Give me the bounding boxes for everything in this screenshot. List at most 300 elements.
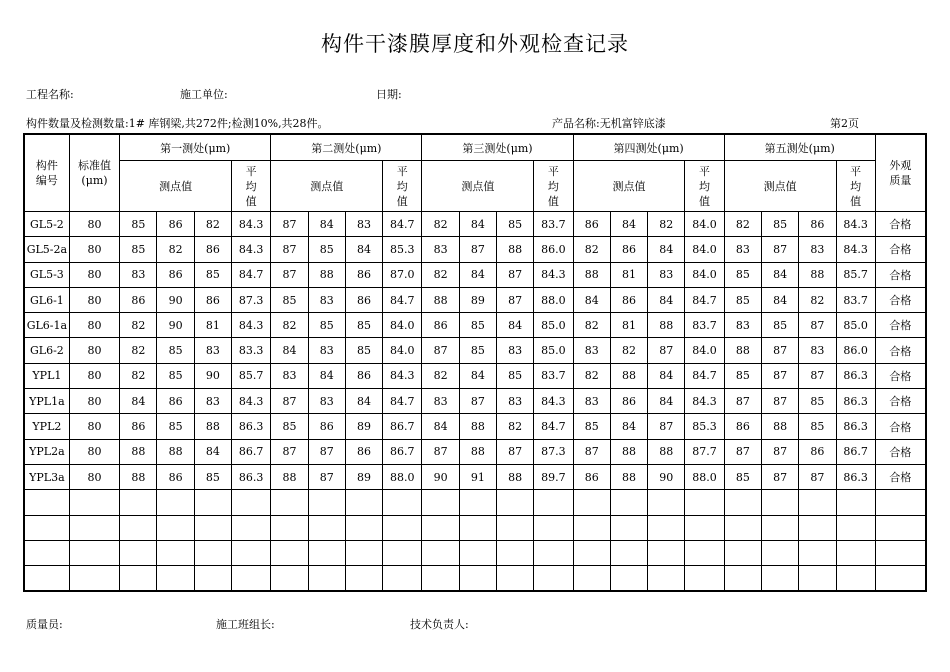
measure-point-cell: 87 xyxy=(496,262,533,287)
empty-cell xyxy=(761,566,798,592)
empty-cell xyxy=(69,490,119,515)
empty-cell xyxy=(761,540,798,565)
member-id-cell: YPL1a xyxy=(24,389,69,414)
empty-cell xyxy=(308,566,345,592)
header-standard-value-line: (μm) xyxy=(81,174,108,187)
empty-cell xyxy=(496,490,533,515)
measure-point-cell: 88 xyxy=(610,363,647,388)
header-measure-group-4: 第四测处(μm) xyxy=(573,134,724,161)
measure-point-cell: 88 xyxy=(157,439,194,464)
average-value-cell: 87.0 xyxy=(383,262,422,287)
average-value-cell: 84.3 xyxy=(232,212,271,237)
average-value-cell: 84.3 xyxy=(534,262,573,287)
measure-point-cell: 88 xyxy=(799,262,836,287)
header-average-4-line: 值 xyxy=(699,194,711,208)
measure-point-cell: 84 xyxy=(345,237,382,262)
empty-cell xyxy=(836,566,875,592)
measure-point-cell: 87 xyxy=(724,439,761,464)
measure-point-cell: 86 xyxy=(194,237,231,262)
measure-point-cell: 85 xyxy=(194,464,231,489)
measure-point-cell: 87 xyxy=(761,338,798,363)
measure-point-cell: 85 xyxy=(761,212,798,237)
measure-point-cell: 85 xyxy=(308,237,345,262)
measure-point-cell: 88 xyxy=(194,414,231,439)
header-average-5 xyxy=(836,161,875,212)
member-id-cell: GL5-2a xyxy=(24,237,69,262)
table-row xyxy=(24,237,926,262)
average-value-cell: 84.7 xyxy=(685,287,724,312)
empty-cell xyxy=(648,515,685,540)
measure-point-cell: 88 xyxy=(761,414,798,439)
header-average-5-line: 均 xyxy=(850,179,862,193)
header-member-id-line: 编号 xyxy=(35,174,58,187)
appearance-quality-cell: 合格 xyxy=(875,237,926,262)
standard-value-cell: 80 xyxy=(69,363,119,388)
measure-point-cell: 84 xyxy=(308,212,345,237)
measure-point-cell: 85 xyxy=(271,287,308,312)
measure-point-cell: 82 xyxy=(120,313,157,338)
header-average-5-line: 平 xyxy=(850,164,862,178)
measure-point-cell: 87 xyxy=(271,212,308,237)
average-value-cell: 84.3 xyxy=(534,389,573,414)
empty-cell xyxy=(308,490,345,515)
page-title: 构件干漆膜厚度和外观检查记录 xyxy=(321,32,629,56)
measure-point-cell: 87 xyxy=(459,389,496,414)
measure-point-cell: 84 xyxy=(761,287,798,312)
measure-point-cell: 88 xyxy=(648,313,685,338)
empty-cell xyxy=(685,566,724,592)
empty-cell xyxy=(685,490,724,515)
header-average-4-line: 平 xyxy=(699,164,711,178)
measure-point-cell: 87 xyxy=(271,439,308,464)
member-id-cell: GL5-2 xyxy=(24,212,69,237)
average-value-cell: 84.0 xyxy=(685,338,724,363)
average-value-cell: 86.7 xyxy=(383,414,422,439)
empty-cell xyxy=(308,540,345,565)
empty-cell xyxy=(573,540,610,565)
empty-cell xyxy=(194,515,231,540)
empty-cell xyxy=(345,540,382,565)
member-id-cell: GL6-1a xyxy=(24,313,69,338)
measure-point-cell: 84 xyxy=(496,313,533,338)
measure-point-cell: 88 xyxy=(648,439,685,464)
measure-point-cell: 82 xyxy=(422,363,459,388)
average-value-cell: 83.7 xyxy=(685,313,724,338)
measure-point-cell: 84 xyxy=(459,363,496,388)
header-average-3-line: 平 xyxy=(547,164,559,178)
standard-value-cell: 80 xyxy=(69,262,119,287)
empty-table-row xyxy=(24,490,926,515)
empty-cell xyxy=(24,490,69,515)
header-average-5-line: 值 xyxy=(850,194,862,208)
empty-cell xyxy=(232,490,271,515)
measure-point-cell: 83 xyxy=(799,338,836,363)
appearance-quality-cell: 合格 xyxy=(875,287,926,312)
measure-point-cell: 88 xyxy=(459,414,496,439)
measure-point-cell: 87 xyxy=(761,363,798,388)
member-id-cell: YPL3a xyxy=(24,464,69,489)
empty-cell xyxy=(345,515,382,540)
measure-point-cell: 83 xyxy=(648,262,685,287)
average-value-cell: 84.0 xyxy=(685,262,724,287)
header-average-3 xyxy=(534,161,573,212)
measure-point-cell: 83 xyxy=(345,212,382,237)
empty-cell xyxy=(69,566,119,592)
measure-point-cell: 84 xyxy=(648,237,685,262)
empty-cell xyxy=(724,540,761,565)
empty-cell xyxy=(534,566,573,592)
empty-cell xyxy=(69,515,119,540)
appearance-quality-cell: 合格 xyxy=(875,262,926,287)
empty-cell xyxy=(24,515,69,540)
average-value-cell: 86.3 xyxy=(836,464,875,489)
measure-point-cell: 88 xyxy=(271,464,308,489)
header-measure-points-4: 测点值 xyxy=(573,161,685,212)
empty-cell xyxy=(875,490,926,515)
header-average-4-line: 均 xyxy=(699,179,711,193)
measure-point-cell: 83 xyxy=(308,287,345,312)
measure-point-cell: 87 xyxy=(648,338,685,363)
header-average-1-line: 均 xyxy=(245,179,257,193)
measure-point-cell: 86 xyxy=(157,389,194,414)
member-id-cell: GL6-2 xyxy=(24,338,69,363)
empty-cell xyxy=(232,515,271,540)
measure-point-cell: 83 xyxy=(573,389,610,414)
measure-point-cell: 86 xyxy=(345,262,382,287)
measure-point-cell: 91 xyxy=(459,464,496,489)
measure-point-cell: 86 xyxy=(610,287,647,312)
table-row xyxy=(24,338,926,363)
average-value-cell: 84.3 xyxy=(685,389,724,414)
measure-point-cell: 82 xyxy=(120,338,157,363)
measure-point-cell: 84 xyxy=(194,439,231,464)
average-value-cell: 84.7 xyxy=(383,287,422,312)
measure-point-cell: 87 xyxy=(799,464,836,489)
appearance-quality-cell: 合格 xyxy=(875,212,926,237)
header-measure-group-2: 第二测处(μm) xyxy=(271,134,422,161)
measure-point-cell: 87 xyxy=(761,237,798,262)
standard-value-cell: 80 xyxy=(69,414,119,439)
table-row xyxy=(24,363,926,388)
average-value-cell: 85.3 xyxy=(685,414,724,439)
average-value-cell: 87.3 xyxy=(232,287,271,312)
average-value-cell: 84.3 xyxy=(232,237,271,262)
empty-cell xyxy=(345,490,382,515)
measure-point-cell: 82 xyxy=(496,414,533,439)
measure-point-cell: 81 xyxy=(610,262,647,287)
empty-cell xyxy=(157,515,194,540)
header-measure-group-5: 第五测处(μm) xyxy=(724,134,875,161)
measure-point-cell: 88 xyxy=(573,262,610,287)
average-value-cell: 84.0 xyxy=(383,338,422,363)
empty-cell xyxy=(724,515,761,540)
average-value-cell: 85.0 xyxy=(534,338,573,363)
empty-cell xyxy=(724,566,761,592)
measure-point-cell: 81 xyxy=(610,313,647,338)
inspection-table xyxy=(23,133,927,592)
empty-cell xyxy=(799,566,836,592)
construction-unit-label: 施工单位: xyxy=(180,88,228,101)
empty-cell xyxy=(120,490,157,515)
measure-point-cell: 82 xyxy=(648,212,685,237)
product-name-text: 产品名称:无机富锌底漆 xyxy=(552,117,666,130)
header-average-1-line: 值 xyxy=(245,194,257,208)
measure-point-cell: 87 xyxy=(761,439,798,464)
measure-point-cell: 83 xyxy=(724,237,761,262)
table-row xyxy=(24,464,926,489)
empty-cell xyxy=(685,515,724,540)
header-average-3-line: 均 xyxy=(547,179,559,193)
measure-point-cell: 85 xyxy=(573,414,610,439)
standard-value-cell: 80 xyxy=(69,212,119,237)
measure-point-cell: 84 xyxy=(610,414,647,439)
standard-value-cell: 80 xyxy=(69,439,119,464)
measure-point-cell: 85 xyxy=(724,262,761,287)
average-value-cell: 86.3 xyxy=(232,414,271,439)
appearance-quality-cell: 合格 xyxy=(875,313,926,338)
member-id-cell: YPL2a xyxy=(24,439,69,464)
measure-point-cell: 86 xyxy=(308,414,345,439)
average-value-cell: 84.3 xyxy=(232,313,271,338)
average-value-cell: 87.3 xyxy=(534,439,573,464)
measure-point-cell: 86 xyxy=(157,262,194,287)
empty-cell xyxy=(496,566,533,592)
measure-point-cell: 88 xyxy=(724,338,761,363)
empty-cell xyxy=(799,490,836,515)
empty-cell xyxy=(648,540,685,565)
measure-point-cell: 84 xyxy=(648,287,685,312)
measure-point-cell: 85 xyxy=(271,414,308,439)
measure-point-cell: 86 xyxy=(345,287,382,312)
average-value-cell: 85.7 xyxy=(232,363,271,388)
standard-value-cell: 80 xyxy=(69,237,119,262)
header-measure-points-2: 测点值 xyxy=(271,161,383,212)
average-value-cell: 84.7 xyxy=(232,262,271,287)
header-average-2 xyxy=(383,161,422,212)
measure-point-cell: 83 xyxy=(799,237,836,262)
average-value-cell: 88.0 xyxy=(383,464,422,489)
measure-point-cell: 89 xyxy=(459,287,496,312)
appearance-quality-cell: 合格 xyxy=(875,389,926,414)
standard-value-cell: 80 xyxy=(69,389,119,414)
header-standard-value xyxy=(69,134,119,212)
header-measure-points-1: 测点值 xyxy=(120,161,232,212)
measure-point-cell: 83 xyxy=(496,389,533,414)
measure-point-cell: 87 xyxy=(573,439,610,464)
measure-point-cell: 82 xyxy=(271,313,308,338)
date-label: 日期: xyxy=(376,88,402,101)
header-standard-value-line: 标准值 xyxy=(78,159,112,172)
appearance-quality-cell: 合格 xyxy=(875,464,926,489)
measure-point-cell: 86 xyxy=(157,212,194,237)
measure-point-cell: 87 xyxy=(799,363,836,388)
measure-point-cell: 85 xyxy=(496,363,533,388)
average-value-cell: 85.0 xyxy=(836,313,875,338)
empty-cell xyxy=(534,515,573,540)
measure-point-cell: 82 xyxy=(422,262,459,287)
table-row xyxy=(24,212,926,237)
measure-point-cell: 88 xyxy=(496,464,533,489)
measure-point-cell: 83 xyxy=(496,338,533,363)
empty-cell xyxy=(459,490,496,515)
empty-cell xyxy=(24,566,69,592)
empty-cell xyxy=(120,540,157,565)
measure-point-cell: 86 xyxy=(120,414,157,439)
project-name-label: 工程名称: xyxy=(26,88,74,101)
empty-cell xyxy=(875,540,926,565)
empty-cell xyxy=(459,540,496,565)
empty-cell xyxy=(610,540,647,565)
measure-point-cell: 84 xyxy=(610,212,647,237)
empty-cell xyxy=(610,566,647,592)
empty-cell xyxy=(120,566,157,592)
empty-cell xyxy=(573,490,610,515)
measure-point-cell: 87 xyxy=(422,439,459,464)
average-value-cell: 84.0 xyxy=(383,313,422,338)
average-value-cell: 85.0 xyxy=(534,313,573,338)
empty-cell xyxy=(799,540,836,565)
empty-cell xyxy=(724,490,761,515)
measure-point-cell: 85 xyxy=(724,363,761,388)
header-average-2-line: 值 xyxy=(396,194,408,208)
standard-value-cell: 80 xyxy=(69,464,119,489)
empty-cell xyxy=(271,515,308,540)
measure-point-cell: 88 xyxy=(120,439,157,464)
average-value-cell: 86.7 xyxy=(383,439,422,464)
measure-point-cell: 88 xyxy=(459,439,496,464)
measure-point-cell: 81 xyxy=(194,313,231,338)
measure-point-cell: 82 xyxy=(610,338,647,363)
empty-cell xyxy=(157,490,194,515)
empty-cell xyxy=(799,515,836,540)
measure-point-cell: 83 xyxy=(308,338,345,363)
empty-cell xyxy=(194,540,231,565)
table-row xyxy=(24,262,926,287)
average-value-cell: 86.0 xyxy=(836,338,875,363)
measure-point-cell: 82 xyxy=(573,237,610,262)
measure-point-cell: 87 xyxy=(308,439,345,464)
average-value-cell: 86.3 xyxy=(836,363,875,388)
empty-cell xyxy=(459,515,496,540)
header-appearance-quality-line: 质量 xyxy=(889,174,912,187)
empty-cell xyxy=(24,540,69,565)
empty-cell xyxy=(232,540,271,565)
empty-cell xyxy=(685,540,724,565)
measure-point-cell: 83 xyxy=(194,338,231,363)
measure-point-cell: 87 xyxy=(496,287,533,312)
measure-point-cell: 85 xyxy=(120,237,157,262)
measure-point-cell: 84 xyxy=(648,389,685,414)
member-id-cell: YPL1 xyxy=(24,363,69,388)
measure-point-cell: 84 xyxy=(120,389,157,414)
table-row xyxy=(24,439,926,464)
average-value-cell: 83.7 xyxy=(836,287,875,312)
appearance-quality-cell: 合格 xyxy=(875,439,926,464)
appearance-quality-cell: 合格 xyxy=(875,338,926,363)
measure-point-cell: 86 xyxy=(194,287,231,312)
standard-value-cell: 80 xyxy=(69,287,119,312)
empty-table-row xyxy=(24,515,926,540)
member-id-cell: GL6-1 xyxy=(24,287,69,312)
measure-point-cell: 85 xyxy=(761,313,798,338)
measure-point-cell: 90 xyxy=(422,464,459,489)
appearance-quality-cell: 合格 xyxy=(875,363,926,388)
measure-point-cell: 82 xyxy=(194,212,231,237)
measure-point-cell: 89 xyxy=(345,414,382,439)
measure-point-cell: 88 xyxy=(120,464,157,489)
header-average-2-line: 平 xyxy=(396,164,408,178)
empty-cell xyxy=(496,540,533,565)
measure-point-cell: 86 xyxy=(573,464,610,489)
measure-point-cell: 90 xyxy=(157,287,194,312)
empty-cell xyxy=(383,566,422,592)
measure-point-cell: 88 xyxy=(308,262,345,287)
empty-cell xyxy=(422,566,459,592)
empty-cell xyxy=(271,490,308,515)
measure-point-cell: 82 xyxy=(120,363,157,388)
measure-point-cell: 85 xyxy=(724,287,761,312)
measure-point-cell: 86 xyxy=(422,313,459,338)
measure-point-cell: 85 xyxy=(459,313,496,338)
empty-cell xyxy=(345,566,382,592)
empty-cell xyxy=(232,566,271,592)
empty-cell xyxy=(573,515,610,540)
measure-point-cell: 83 xyxy=(422,389,459,414)
measure-point-cell: 87 xyxy=(648,414,685,439)
header-average-1-line: 平 xyxy=(245,164,257,178)
measure-point-cell: 86 xyxy=(724,414,761,439)
empty-cell xyxy=(271,566,308,592)
member-id-cell: YPL2 xyxy=(24,414,69,439)
empty-table-row xyxy=(24,540,926,565)
empty-cell xyxy=(836,515,875,540)
measure-point-cell: 82 xyxy=(573,313,610,338)
empty-cell xyxy=(422,540,459,565)
empty-table-row xyxy=(24,566,926,592)
header-average-2-line: 均 xyxy=(396,179,408,193)
empty-cell xyxy=(157,540,194,565)
measure-point-cell: 83 xyxy=(194,389,231,414)
empty-cell xyxy=(308,515,345,540)
empty-cell xyxy=(761,490,798,515)
empty-cell xyxy=(459,566,496,592)
page-number: 第2页 xyxy=(830,117,859,130)
header-appearance-quality xyxy=(875,134,926,212)
table-row xyxy=(24,313,926,338)
measure-point-cell: 85 xyxy=(799,414,836,439)
measure-point-cell: 88 xyxy=(610,464,647,489)
measure-point-cell: 84 xyxy=(459,212,496,237)
empty-cell xyxy=(648,566,685,592)
header-member-id xyxy=(24,134,69,212)
team-leader-label: 施工班组长: xyxy=(216,618,275,631)
table-row xyxy=(24,414,926,439)
measure-point-cell: 86 xyxy=(120,287,157,312)
empty-cell xyxy=(875,515,926,540)
empty-cell xyxy=(383,515,422,540)
table-row xyxy=(24,287,926,312)
empty-cell xyxy=(157,566,194,592)
empty-cell xyxy=(534,540,573,565)
average-value-cell: 86.3 xyxy=(232,464,271,489)
empty-cell xyxy=(761,515,798,540)
measure-point-cell: 84 xyxy=(422,414,459,439)
measure-point-cell: 85 xyxy=(157,363,194,388)
measure-point-cell: 84 xyxy=(573,287,610,312)
measure-point-cell: 83 xyxy=(271,363,308,388)
empty-cell xyxy=(271,540,308,565)
measure-point-cell: 85 xyxy=(496,212,533,237)
